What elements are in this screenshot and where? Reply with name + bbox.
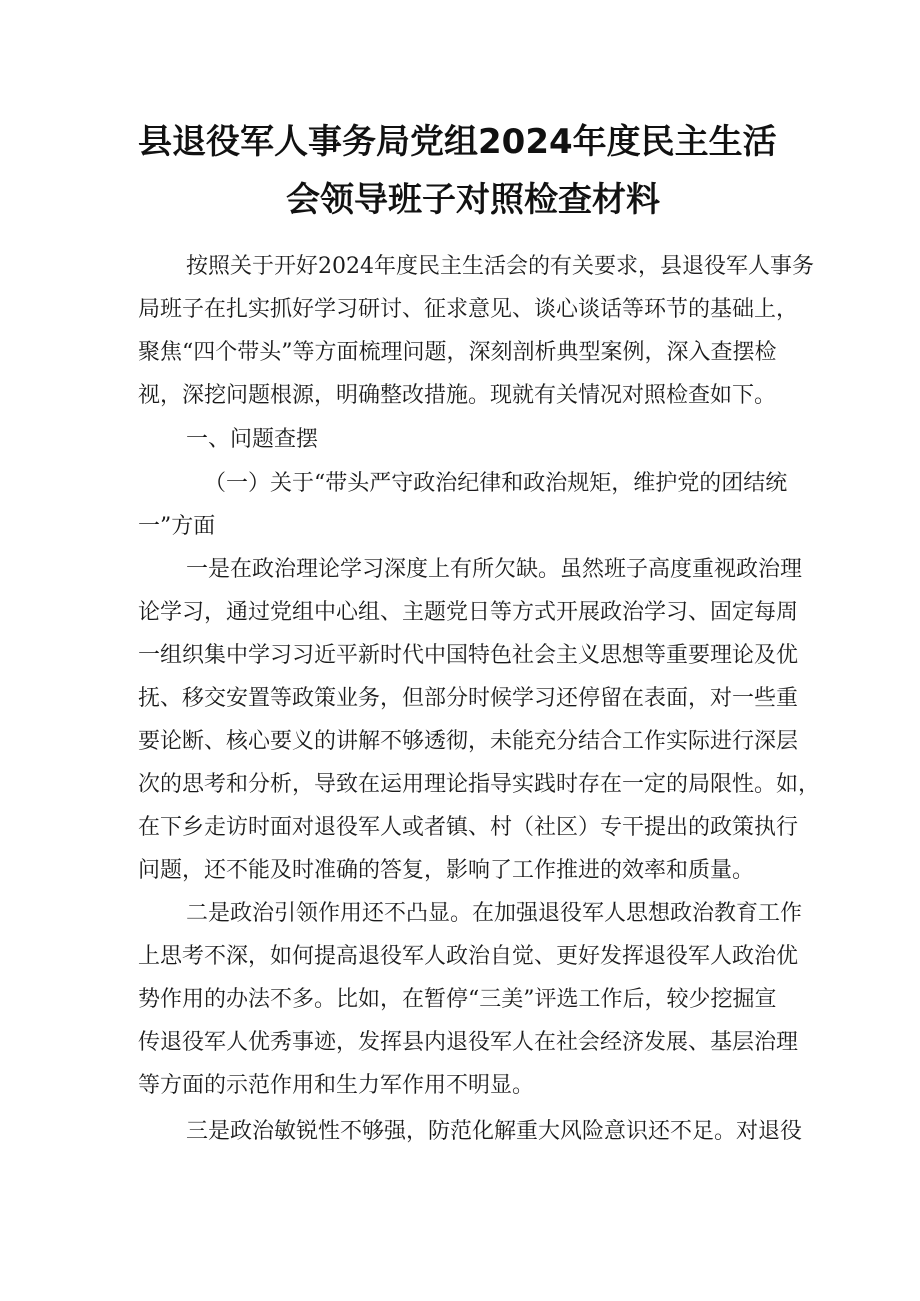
section-heading: 一、问题查摆 (186, 427, 319, 452)
body-line: 论学习，通过党组中心组、主题党日等方式开展政治学习、固定每周 (138, 600, 799, 625)
body-line: 视，深挖问题根源，明确整改措施。现就有关情况对照检查如下。 (138, 383, 777, 408)
subsection-heading-cont: 一”方面 (138, 514, 216, 539)
document-title-line-1: 县退役军人事务局党组2024年度民主生活 (138, 122, 777, 162)
body-line: 传退役军人优秀事迹，发挥县内退役军人在社会经济发展、基层治理 (138, 1030, 799, 1055)
body-line: 问题，还不能及时准确的答复，影响了工作推进的效率和质量。 (138, 858, 755, 883)
document-title-line-2: 会领导班子对照检查材料 (286, 180, 660, 220)
body-line: 聚焦“四个带头”等方面梳理问题，深刻剖析典型案例，深入查摆检 (138, 340, 777, 365)
body-line: 一是在政治理论学习深度上有所欠缺。虽然班子高度重视政治理 (186, 557, 803, 582)
body-line: 上思考不深，如何提高退役军人政治自觉、更好发挥退役军人政治优 (138, 944, 799, 969)
body-line: 次的思考和分析，导致在运用理论指导实践时存在一定的局限性。如， (138, 772, 821, 797)
subsection-heading: （一）关于“带头严守政治纪律和政治规矩，维护党的团结统 (204, 471, 788, 496)
body-line: 一组织集中学习习近平新时代中国特色社会主义思想等重要理论及优 (138, 643, 799, 668)
body-line: 在下乡走访时面对退役军人或者镇、村（社区）专干提出的政策执行 (138, 815, 799, 840)
body-line: 局班子在扎实抓好学习研讨、征求意见、谈心谈话等环节的基础上， (138, 297, 799, 322)
body-line: 势作用的办法不多。比如，在暂停“三美”评选工作后，较少挖掘宣 (138, 987, 777, 1012)
body-line: 按照关于开好2024年度民主生活会的有关要求，县退役军人事务 (186, 254, 814, 279)
body-line: 要论断、核心要义的讲解不够透彻，未能充分结合工作实际进行深层 (138, 729, 799, 754)
body-line: 三是政治敏锐性不够强，防范化解重大风险意识还不足。对退役 (186, 1119, 803, 1144)
body-line: 抚、移交安置等政策业务，但部分时候学习还停留在表面，对一些重 (138, 686, 799, 711)
body-line: 等方面的示范作用和生力军作用不明显。 (138, 1073, 535, 1098)
body-line: 二是政治引领作用还不凸显。在加强退役军人思想政治教育工作 (186, 901, 803, 926)
